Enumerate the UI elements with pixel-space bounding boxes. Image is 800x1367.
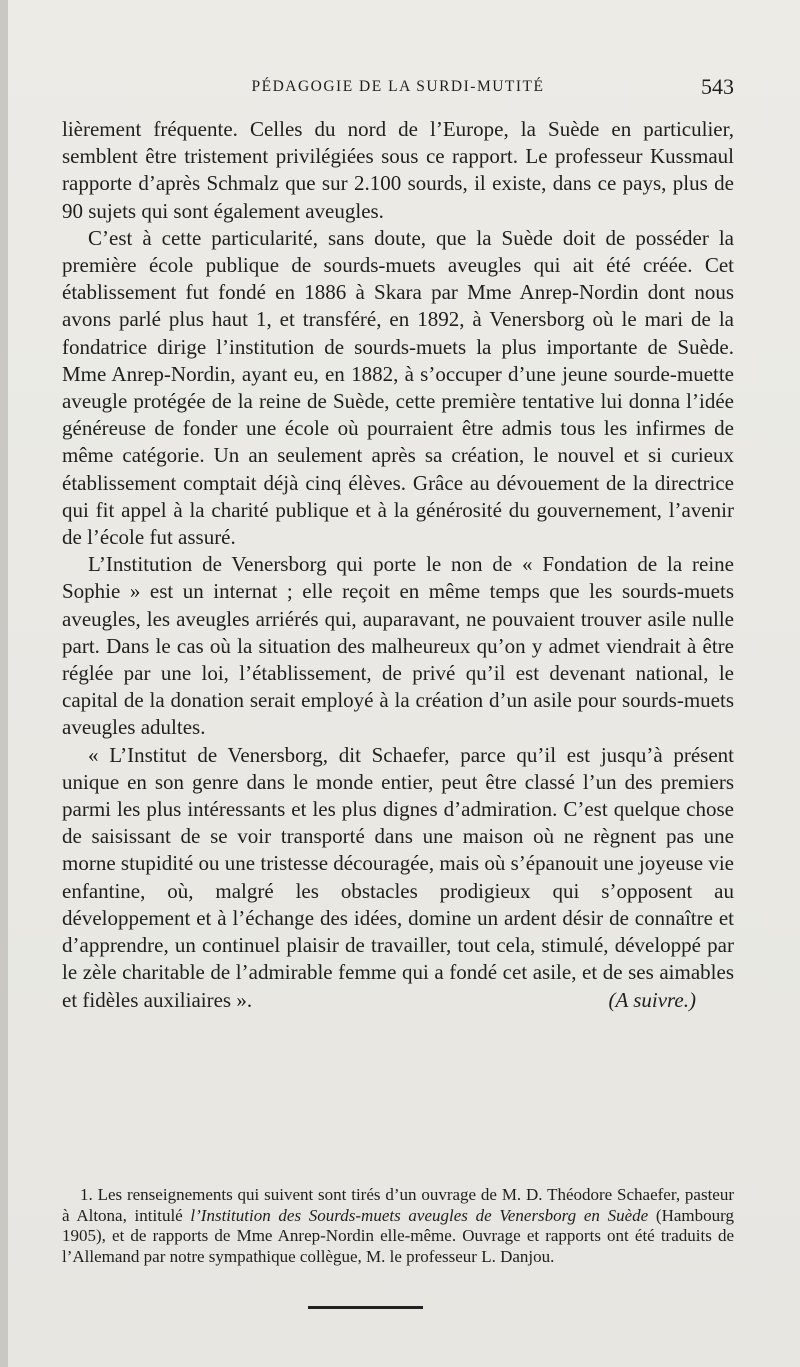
- paragraph-1: lièrement fréquente. Celles du nord de l’Europe, la Suède en particulier, semblent être tristement privilégiées sous ce rapport. Le professeur Kussmaul rapporte d’après Schmalz que sur 2.100 sourds, il existe, dans ce pays, plus de 90 sujets qui sont également aveugles.: [62, 117, 734, 223]
- end-rule: [308, 1306, 423, 1309]
- page-number: 543: [701, 74, 734, 99]
- body-text: [62, 116, 734, 1014]
- to-be-continued: (A suivre.): [608, 987, 696, 1012]
- paragraph-2: C’est à cette particularité, sans doute, que la Suède doit de posséder la première école publique de sourds-muets aveugles qui ait été créée. Cet établissement fut fondé en 1886 à Skara par Mme Anrep-Nordin dont nous avons parlé plus haut 1, et transféré, en 1892, à Venersborg où le mari de la fondatrice dirige l’institution de sourds-muets la plus importante de Suède. Mme Anrep-Nordin, ayant eu, en 1882, à s’occuper d’une jeune sourde-muette aveugle protégée de la reine de Suède, cette première tentative lui donna l’idée généreuse de fonder une école où pourraient être admis tous les infirmes de même catégorie. Un an seulement après sa création, le nouvel et si curieux établissement comptait déjà cinq élèves. Grâce au dévouement de la directrice qui fit appel à la charité publique et à la générosité du gouvernement, l’avenir de l’école fut assuré.: [62, 225, 734, 550]
- paragraph-3: L’Institution de Venersborg qui porte le non de « Fondation de la reine Sophie » est un internat ; elle reçoit en même temps que les sourds-muets aveugles, les aveugles arriérés qui, auparavant, ne pouvaient trouver asile nulle part. Dans le cas où la situation des malheureux qu’on y admet viendrait à être réglée par une loi, l’établissement, de privé qu’il est devenant national, le capital de la donation serait employé à la création d’un asile pour sourds-muets aveugles adultes.: [62, 552, 734, 740]
- footnote-number: 1.: [80, 1185, 93, 1204]
- running-title: PÉDAGOGIE DE LA SURDI-MUTITÉ: [251, 78, 545, 95]
- quote-text: « L’Institut de Venersborg, dit Schaefer, parce qu’il est jusqu’à présent unique en son genre dans le monde entier, peut être classé l’un des premiers parmi les plus intéressants et les plus dignes d’admiration. C’est quelque chose de saisissant de se voir transporté dans une maison où ne règnent pas une morne stupidité ou une tristesse découragée, mais où s’épanouit une joyeuse vie enfantine, où, malgré les obstacles prodigieux qui s’opposent au développement et à l’échange des idées, domine un ardent désir de connaître et d’apprendre, un continuel plaisir de travailler, tout cela, stimulé, développé par le zèle charitable de l’admirable femme qui a fondé cet asile, et de ses aimables et fidèles auxiliaires ».: [62, 742, 734, 1012]
- footnote: [62, 1185, 734, 1267]
- page-edge-shadow: [0, 0, 8, 1367]
- footnote-book-title: l’Institution des Sourds-muets aveugles de Venersborg en Suède: [190, 1205, 649, 1225]
- page-header: [62, 74, 734, 104]
- footnote-text-1: Les renseignements qui suivent sont tirés d’un ouvrage de M. D. Théodore Schaefer, pasteur à Altona, intitulé: [62, 1185, 735, 1225]
- footnote-text-2: (Hambourg 1905), et de rapports de Mme Anrep-Nordin elle-même. Ouvrage et rapports ont été traduits de l’Allemand par notre sympathique collègue, M. le professeur L. Danjou.: [62, 1205, 734, 1266]
- quote-paragraph: [62, 742, 734, 1014]
